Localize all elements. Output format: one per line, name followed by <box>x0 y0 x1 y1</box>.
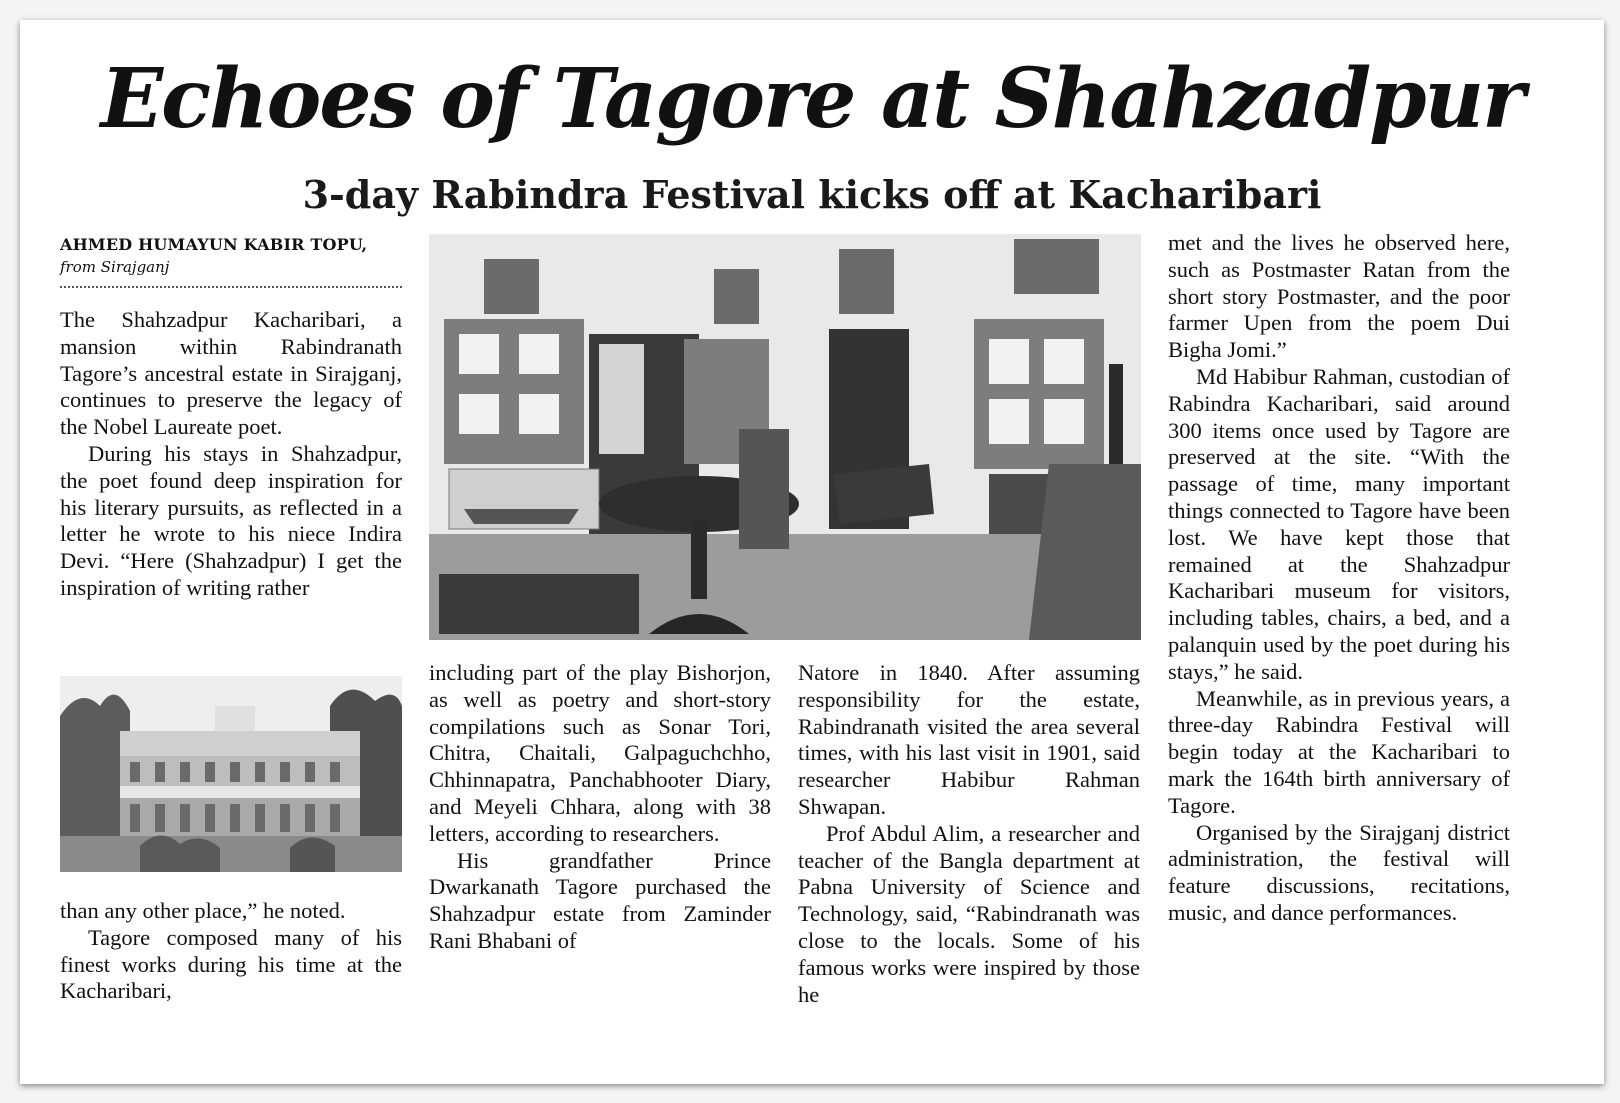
column-1-bottom <box>60 898 402 1005</box>
newspaper-clipping <box>20 20 1604 1084</box>
paragraph: including part of the play Bishorjon, as well as poetry and short-story compilations such as Sonar Tori, Chitra, Chaitali, Galpaguchchho, Chhinnapatra, Panchabhooter Diary, and Meyeli Chhara, along with 38 letters, according to researchers. <box>429 660 771 846</box>
author-location: from Sirajganj <box>60 258 170 276</box>
subheadline: 3-day Rabindra Festival kicks off at Kacharibari <box>302 172 1322 217</box>
museum-interior-photo <box>429 234 1141 640</box>
paragraph: Meanwhile, as in previous years, a three-day Rabindra Festival will begin today at the Kacharibari to mark the 164th birth anniversary of Tagore. <box>1168 685 1510 818</box>
paragraph: than any other place,” he noted. <box>60 898 346 923</box>
column-2 <box>429 660 771 955</box>
byline-divider <box>60 286 402 288</box>
paragraph: During his stays in Shahzadpur, the poet found deep inspiration for his literary pursuits, as reflected in a letter he wrote to his niece Indira Devi. “Here (Shahzadpur) I get the inspiration of writing rather <box>60 440 402 600</box>
building-image <box>60 676 402 872</box>
museum-image <box>429 234 1141 640</box>
kacharibari-building-photo <box>60 676 402 872</box>
headline: Echoes of Tagore at Shahzadpur <box>100 51 1524 147</box>
column-3 <box>798 660 1140 1008</box>
column-4 <box>1168 230 1510 927</box>
column-1-top <box>60 307 402 602</box>
paragraph: Organised by the Sirajganj district administration, the festival will feature discussions, recitations, music, and dance performances. <box>1168 819 1510 925</box>
paragraph: Tagore composed many of his finest works during his time at the Kacharibari, <box>60 924 402 1004</box>
paragraph: Md Habibur Rahman, custodian of Rabindra Kacharibari, said around 300 items once used by Tagore are preserved at the site. “With the passage of time, many important things connected to Tagore have been lost. We have kept those that remained at the Shahzadpur Kacharibari museum for visitors, including tables, chairs, a bed, and a palanquin used by the poet during his stays,” he said. <box>1168 363 1510 684</box>
author-name: AHMED HUMAYUN KABIR TOPU, <box>60 235 368 254</box>
paragraph: Natore in 1840. After assuming responsibility for the estate, Rabindranath visited the area several times, with his last visit in 1901, said researcher Habibur Rahman Shwapan. <box>798 660 1140 819</box>
paragraph: The Shahzadpur Kacharibari, a mansion within Rabindranath Tagore’s ancestral estate in Sirajganj, continues to preserve the legacy of the Nobel Laureate poet. <box>60 307 402 440</box>
paragraph: Prof Abdul Alim, a researcher and teacher of the Bangla department at Pabna University of Science and Technology, said, “Rabindranath was close to the locals. Some of his famous works were inspired by those he <box>798 820 1140 1007</box>
byline <box>60 235 410 288</box>
paragraph: His grandfather Prince Dwarkanath Tagore purchased the Shahzadpur estate from Zaminder Rani Bhabani of <box>429 847 771 953</box>
paragraph: met and the lives he observed here, such as Postmaster Ratan from the short story Postmaster, and the poor farmer Upen from the poem Dui Bigha Jomi.” <box>1168 230 1510 363</box>
